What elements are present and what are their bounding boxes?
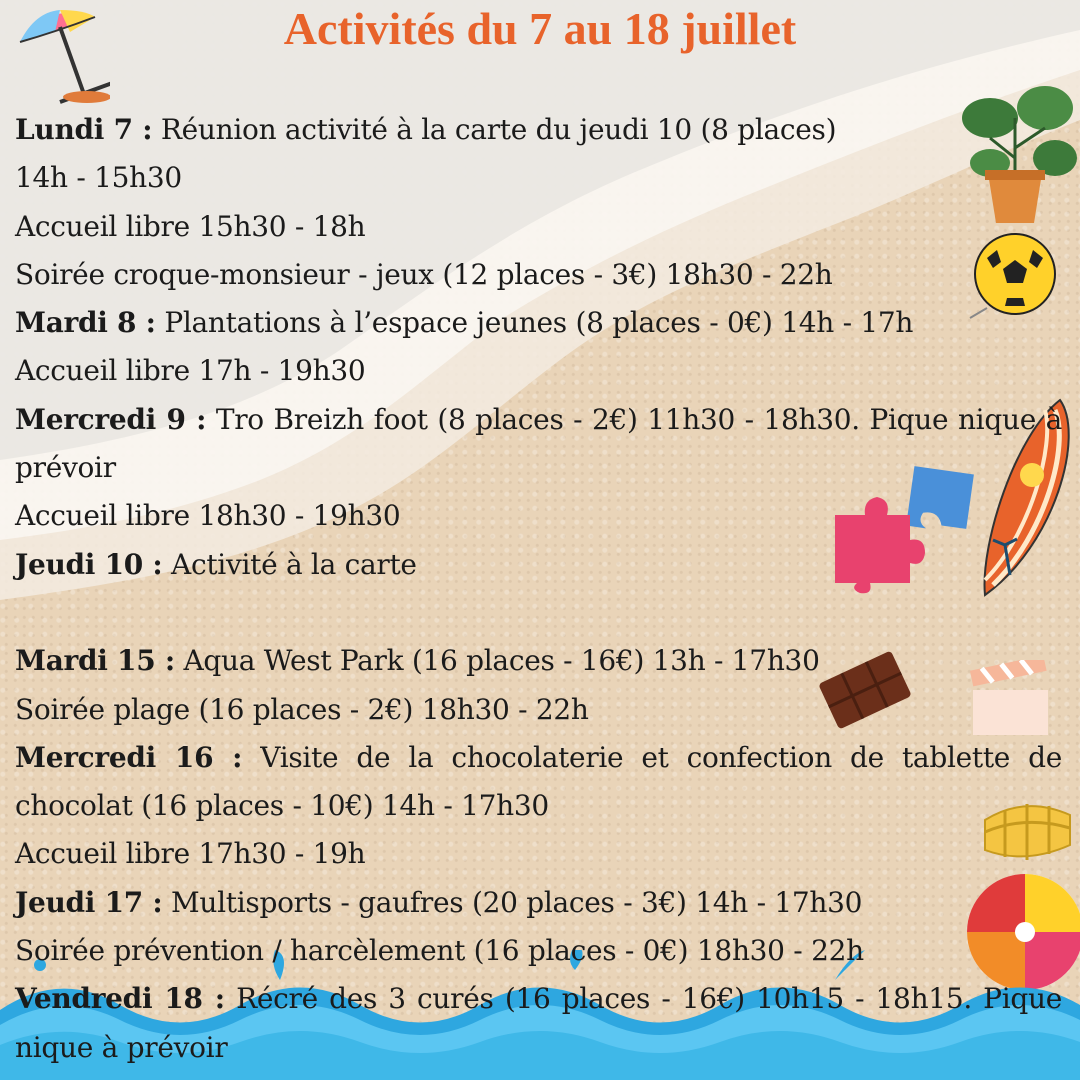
list-item — [15, 975, 1062, 1072]
list-item: Accueil libre 17h30 - 19h — [15, 837, 366, 871]
list-item — [15, 299, 1062, 347]
list-item: Soirée prévention / harcèlement (16 places - 0€) 18h30 - 22h — [15, 934, 864, 968]
activity-text: Plantations à l’espace jeunes (8 places - 0€) 14h - 17h — [155, 306, 914, 340]
list-item: Soirée croque-monsieur - jeux (12 places - 3€) 18h30 - 22h — [15, 257, 833, 291]
list-item — [15, 734, 1062, 831]
activity-text: Tro Breizh foot (8 places - 2€) 11h30 - 18h30. Pique nique à prévoir — [15, 402, 1062, 485]
day-label: Jeudi 17 : — [15, 885, 163, 919]
list-item — [15, 637, 1062, 685]
day-label: Mercredi 16 : — [15, 740, 243, 774]
list-item — [15, 879, 1062, 927]
list-item — [15, 396, 1062, 493]
activity-text: Activité à la carte — [162, 547, 417, 581]
day-label: Lundi 7 : — [15, 113, 153, 146]
activity-text: Récré des 3 curés (16 places - 16€) 10h15 - 18h15. Pique nique à prévoir — [15, 982, 1062, 1064]
activity-text: Aqua West Park (16 places - 16€) 13h - 17h30 — [174, 644, 820, 678]
activity-text: Visite de la chocolaterie et confection de tablette de chocolat (16 places - 10€) 14h - 17h30 — [15, 740, 1062, 823]
activity-text: Réunion activité à la carte du jeudi 10 (8 places) — [152, 113, 837, 146]
day-label: Mardi 8 : — [15, 306, 156, 340]
day-label: Jeudi 10 : — [15, 547, 163, 581]
list-item: Accueil libre 18h30 - 19h30 — [15, 499, 401, 533]
activity-text: Multisports - gaufres (20 places - 3€) 14h - 17h30 — [162, 885, 863, 919]
page-title: Activités du 7 au 18 juillet — [283, 3, 797, 54]
umbrella-icon — [15, 2, 110, 112]
list-item — [15, 106, 1062, 154]
list-item: 14h - 15h30 — [15, 161, 182, 195]
day-label: Mercredi 9 : — [15, 402, 207, 436]
list-item: Accueil libre 17h - 19h30 — [15, 354, 366, 388]
activity-list — [15, 106, 1062, 1072]
list-item: Soirée plage (16 places - 2€) 18h30 - 22h — [15, 692, 589, 726]
day-label: Vendredi 18 : — [15, 982, 225, 1016]
week-spacer — [15, 589, 1062, 637]
list-item: Accueil libre 15h30 - 18h — [15, 209, 366, 243]
day-label: Mardi 15 : — [15, 644, 175, 678]
list-item — [15, 541, 1062, 589]
